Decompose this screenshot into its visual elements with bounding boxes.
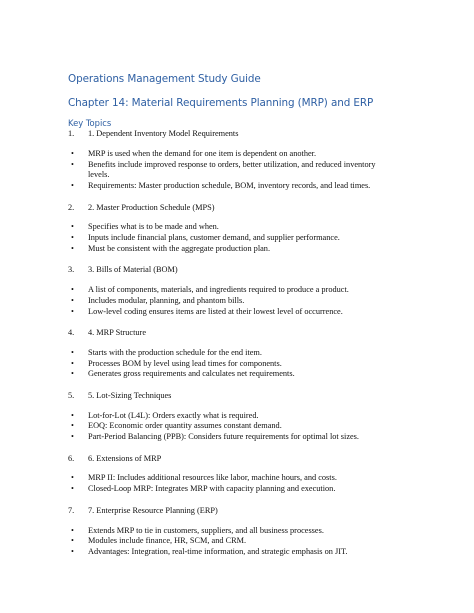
bullet-text: Part-Period Balancing (PPB): Considers future requirements for optimal lot sizes.	[88, 432, 359, 442]
bullet-text: EOQ: Economic order quantity assumes constant demand.	[88, 421, 282, 431]
bullet-item	[68, 526, 398, 537]
bullet-item	[68, 473, 398, 484]
topic-number: 6.	[68, 453, 75, 463]
bullet-list	[68, 526, 408, 558]
bullet-item	[68, 421, 398, 432]
bullet-text: A list of components, materials, and ingredients required to produce a product.	[88, 285, 349, 295]
bullet-item	[68, 233, 398, 244]
bullet-text: Extends MRP to tie in customers, suppliers, and all business processes.	[88, 525, 324, 535]
bullet-text: Includes modular, planning, and phantom bills.	[88, 295, 245, 305]
bullet-text: MRP is used when the demand for one item is dependent on another.	[88, 148, 317, 158]
bullet-list	[68, 411, 408, 443]
bullet-dot-icon: •	[71, 159, 74, 169]
bullet-text: Benefits include improved response to orders, better utilization, and reduced inventory levels.	[88, 159, 376, 180]
bullet-text: MRP II: Includes additional resources like labor, machine hours, and costs.	[88, 473, 337, 483]
bullet-text: Processes BOM by level using lead times for components.	[88, 358, 282, 368]
topic-number: 1.	[68, 129, 75, 138]
key-topics-heading: Key Topics	[68, 118, 112, 128]
topic-label: 1. Dependent Inventory Model Requirements	[88, 129, 239, 138]
bullet-item	[68, 369, 398, 380]
topic-heading	[68, 129, 408, 140]
topic-number: 2.	[68, 202, 75, 212]
bullet-item	[68, 432, 398, 443]
bullet-dot-icon: •	[71, 295, 74, 305]
bullet-item	[68, 536, 398, 547]
bullet-list	[68, 222, 408, 254]
bullet-item	[68, 181, 398, 192]
topic-label: 5. Lot-Sizing Techniques	[88, 390, 172, 400]
bullet-item	[68, 149, 398, 160]
bullet-text: Generates gross requirements and calculates net requirements.	[88, 369, 295, 379]
bullet-text: Low-level coding ensures items are listed at their lowest level of occurrence.	[88, 306, 343, 316]
bullet-dot-icon: •	[71, 473, 74, 483]
bullet-item	[68, 222, 398, 233]
bullet-dot-icon: •	[71, 243, 74, 253]
bullet-dot-icon: •	[71, 432, 74, 442]
bullet-text: Requirements: Master production schedule, BOM, inventory records, and lead times.	[88, 180, 371, 190]
topic-heading	[68, 506, 408, 517]
bullet-text: Modules include finance, HR, SCM, and CRM.	[88, 536, 247, 546]
bullet-text: Inputs include financial plans, customer demand, and supplier performance.	[88, 233, 340, 242]
topic-heading	[68, 328, 408, 339]
bullet-text: Specifies what is to be made and when.	[88, 222, 219, 232]
bullet-item	[68, 348, 398, 359]
bullet-text: Lot-for-Lot (L4L): Orders exactly what is required.	[88, 410, 259, 420]
bullet-dot-icon: •	[71, 410, 74, 420]
bullet-item	[68, 359, 398, 370]
bullet-text: Closed-Loop MRP: Integrates MRP with capacity planning and execution.	[88, 484, 336, 494]
topic-number: 7.	[68, 505, 75, 515]
bullet-dot-icon: •	[71, 421, 74, 431]
bullet-list	[68, 285, 408, 317]
bullet-dot-icon: •	[71, 347, 74, 357]
bullet-dot-icon: •	[71, 369, 74, 379]
bullet-dot-icon: •	[71, 358, 74, 368]
topic-label: 7. Enterprise Resource Planning (ERP)	[88, 505, 218, 515]
bullet-item	[68, 547, 398, 558]
bullet-dot-icon: •	[71, 484, 74, 494]
topic-number: 3.	[68, 265, 75, 275]
topic-heading	[68, 391, 408, 402]
bullet-item	[68, 296, 398, 307]
topic-heading	[68, 203, 408, 214]
bullet-list	[68, 149, 408, 192]
bullet-text: Must be consistent with the aggregate production plan.	[88, 243, 271, 253]
bullet-dot-icon: •	[71, 148, 74, 158]
topic-label: 6. Extensions of MRP	[88, 453, 162, 463]
bullet-item	[68, 160, 398, 181]
bullet-item	[68, 285, 398, 296]
topics-list	[68, 129, 408, 569]
bullet-list	[68, 473, 408, 494]
topic-label: 4. MRP Structure	[88, 328, 147, 338]
bullet-dot-icon: •	[71, 222, 74, 232]
bullet-text: Advantages: Integration, real-time information, and strategic emphasis on JIT.	[88, 546, 348, 556]
bullet-dot-icon: •	[71, 285, 74, 295]
bullet-item	[68, 484, 398, 495]
topic-number: 4.	[68, 328, 75, 338]
topic-heading	[68, 454, 408, 465]
bullet-dot-icon: •	[71, 180, 74, 190]
bullet-dot-icon: •	[71, 306, 74, 316]
chapter-title: Chapter 14: Material Requirements Planning (MRP) and ERP	[68, 97, 374, 109]
document-title: Operations Management Study Guide	[68, 73, 261, 85]
bullet-item	[68, 244, 398, 255]
bullet-list	[68, 348, 408, 380]
topic-number: 5.	[68, 390, 75, 400]
bullet-text: Starts with the production schedule for the end item.	[88, 347, 262, 357]
topic-label: 2. Master Production Schedule (MPS)	[88, 202, 215, 212]
topic-label: 3. Bills of Material (BOM)	[88, 265, 178, 275]
bullet-item	[68, 307, 398, 318]
bullet-item	[68, 411, 398, 422]
bullet-dot-icon: •	[71, 536, 74, 546]
topic-heading	[68, 265, 408, 276]
bullet-dot-icon: •	[71, 233, 74, 242]
bullet-dot-icon: •	[71, 525, 74, 535]
bullet-dot-icon: •	[71, 546, 74, 556]
